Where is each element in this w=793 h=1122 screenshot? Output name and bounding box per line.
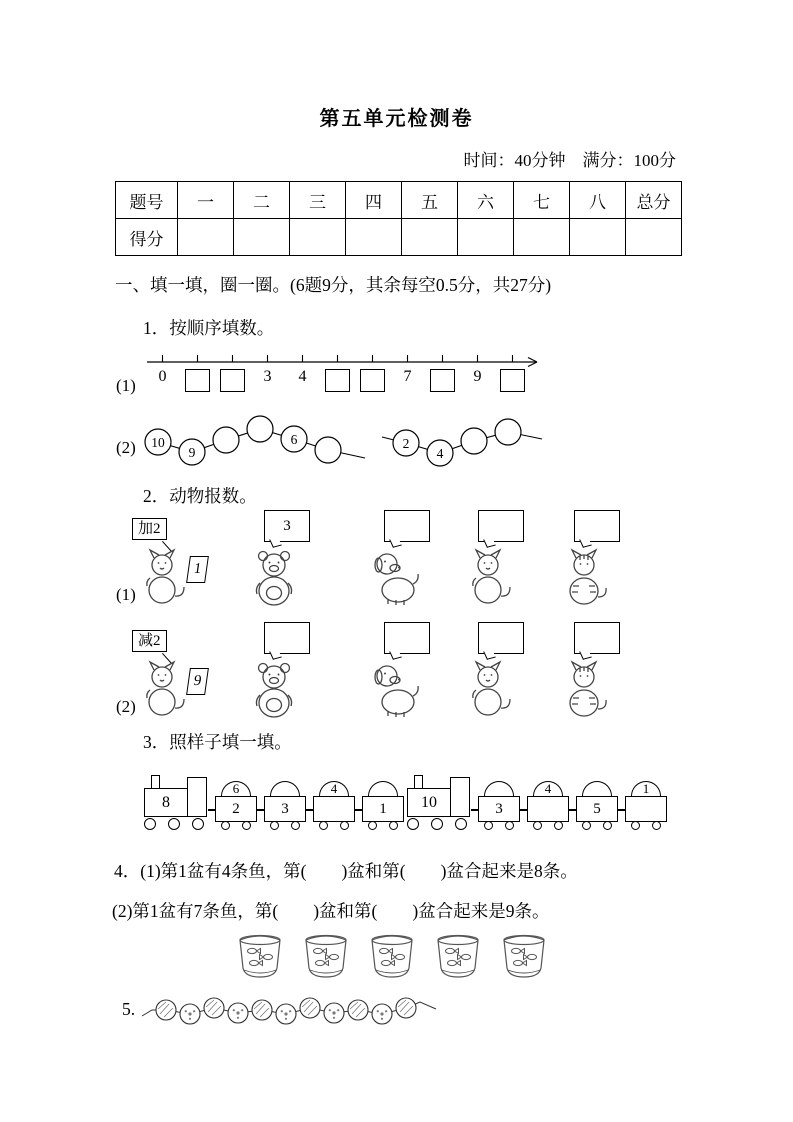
score-cell-empty (626, 219, 682, 256)
speech-bubble: 3 (264, 510, 310, 542)
score-cell-empty (570, 219, 626, 256)
speech-bubble (478, 622, 524, 654)
train-coupler (520, 809, 527, 811)
score-col: 五 (402, 182, 458, 219)
cat-image (462, 660, 514, 718)
chain-slot: 10 (151, 435, 165, 450)
train-coupler (208, 809, 215, 811)
numberline-cell (320, 366, 355, 398)
question-4-line1: 4．(1)第1盆有4条鱼，第( )盆和第( )盆合起来是8条。 (114, 861, 578, 881)
exam-meta: 时间：40分钟 满分：100分 (463, 151, 676, 170)
score-col: 七 (514, 182, 570, 219)
numberline-number: 9 (473, 368, 482, 385)
q2-part2-label: (2) (116, 697, 136, 716)
rule-badge: 减2 (132, 630, 167, 652)
question-1-stem: 1．按顺序填数。 (143, 318, 275, 338)
car-body-slot: 3 (478, 796, 520, 822)
q2-row-2 (132, 620, 712, 724)
score-cell-empty (458, 219, 514, 256)
train-car (527, 781, 569, 830)
animal-group (246, 510, 330, 614)
car-roof-slot (368, 781, 398, 796)
score-cell-empty (234, 219, 290, 256)
animal-group (556, 622, 640, 726)
car-body-slot: 5 (576, 796, 618, 822)
car-wheels (270, 821, 300, 830)
numberline-answer-box (430, 369, 455, 392)
cat-image (136, 660, 188, 718)
car-body-slot: 1 (362, 796, 404, 822)
score-table-label: 题号 (116, 182, 178, 219)
numberline-number: 0 (158, 368, 167, 385)
score-cell-empty (178, 219, 234, 256)
numberline-cell (145, 366, 180, 398)
car-body-slot (527, 796, 569, 822)
score-cell-empty (346, 219, 402, 256)
numberline-cell (250, 366, 285, 398)
numberline-answer-box (325, 369, 350, 392)
speech-bubble (478, 510, 524, 542)
cat-image (136, 548, 188, 606)
chain-slot: 9 (188, 445, 196, 460)
train-coupler (257, 809, 264, 811)
animal-group (366, 510, 450, 614)
train-car (478, 781, 520, 830)
car-roof-slot (484, 781, 514, 796)
score-col: 总分 (626, 182, 682, 219)
car-body-slot: 2 (215, 796, 257, 822)
train-1 (142, 772, 404, 830)
train-coupler (306, 809, 313, 811)
train-coupler (569, 809, 576, 811)
question-3-stem: 3．照样子填一填。 (143, 732, 292, 752)
numberline-answer-box (185, 369, 210, 392)
bear-image (248, 548, 300, 606)
fishbowl-image (298, 930, 354, 984)
train-coupler (471, 809, 478, 811)
numberline-answer-box (500, 369, 525, 392)
animal-group (246, 622, 330, 726)
score-table-score-row (116, 219, 682, 256)
car-wheels (221, 821, 251, 830)
number-chain-left (141, 414, 377, 472)
train-coupler (618, 809, 625, 811)
numberline-answer-box (360, 369, 385, 392)
car-roof-slot: 4 (533, 781, 563, 796)
numberline-cell (460, 366, 495, 398)
start-number-box: 9 (186, 668, 209, 695)
engine-number: 8 (144, 788, 188, 817)
engine-wheels (144, 818, 204, 830)
speech-bubble (384, 510, 430, 542)
section-one-heading: 一、填一填，圈一圈。(6题9分，其余每空0.5分，共27分) (115, 275, 552, 295)
score-col: 六 (458, 182, 514, 219)
fishbowl-image (232, 930, 288, 984)
numberline-cell (285, 366, 320, 398)
speech-bubble (574, 510, 620, 542)
chain-slot: 2 (402, 436, 410, 451)
question-5-label: 5. (122, 999, 136, 1019)
dog-image (368, 548, 420, 606)
page-title: 第五单元检测卷 (319, 108, 474, 130)
start-number-box: 1 (186, 556, 209, 583)
car-body-slot (625, 796, 667, 822)
speech-bubble (384, 622, 430, 654)
train-car (576, 781, 618, 830)
score-col: 二 (234, 182, 290, 219)
train-car (215, 781, 257, 830)
train-car (264, 781, 306, 830)
train-coupler (355, 809, 362, 811)
car-wheels (533, 821, 563, 830)
q2-row-1 (132, 508, 712, 612)
car-roof-slot: 6 (221, 781, 251, 796)
car-roof-slot (270, 781, 300, 796)
score-col: 三 (290, 182, 346, 219)
tiger-image (558, 660, 610, 718)
score-col: 四 (346, 182, 402, 219)
car-wheels (484, 821, 514, 830)
question-4-line2: (2)第1盆有7条鱼，第( )盆和第( )盆合起来是9条。 (112, 901, 550, 921)
animal-group (366, 622, 450, 726)
animal-group (460, 510, 544, 614)
fishbowl-image (364, 930, 420, 984)
fishbowl-image (430, 930, 486, 984)
car-wheels (631, 821, 661, 830)
chain-slot: 4 (436, 446, 444, 461)
score-table-header-row (116, 182, 682, 219)
rule-badge: 加2 (132, 518, 167, 540)
train-car (313, 781, 355, 830)
numberline-cell (180, 366, 215, 398)
engine-chimney (151, 775, 160, 788)
numberline-cell (390, 366, 425, 398)
fishbowl-image (496, 930, 552, 984)
engine-cab (450, 777, 470, 817)
speech-bubble (264, 622, 310, 654)
fishbowl-row (232, 930, 552, 984)
engine-wheels (407, 818, 467, 830)
score-col: 一 (178, 182, 234, 219)
car-roof-slot: 4 (319, 781, 349, 796)
number-chain-right (378, 417, 550, 471)
car-wheels (582, 821, 612, 830)
bead-string-image (140, 992, 440, 1028)
q1-part1-label: (1) (116, 376, 136, 395)
engine-cab (187, 777, 207, 817)
engine-number: 10 (407, 788, 451, 817)
numberline-cell (495, 366, 530, 398)
car-roof-slot: 1 (631, 781, 661, 796)
score-cell-empty (290, 219, 346, 256)
dog-image (368, 660, 420, 718)
score-col: 八 (570, 182, 626, 219)
numberline-number: 7 (403, 368, 412, 385)
train-engine (142, 772, 208, 830)
train-2 (405, 772, 667, 830)
q1-part2-label: (2) (116, 438, 136, 457)
bear-image (248, 660, 300, 718)
animal-group (556, 510, 640, 614)
score-cell-empty (402, 219, 458, 256)
cat-image (462, 548, 514, 606)
numberline-cell (215, 366, 250, 398)
car-wheels (368, 821, 398, 830)
engine-chimney (414, 775, 423, 788)
speech-bubble (574, 622, 620, 654)
car-roof-slot (582, 781, 612, 796)
score-table-label: 得分 (116, 219, 178, 256)
numberline-number: 4 (298, 368, 307, 385)
animal-group (460, 622, 544, 726)
numberline-number: 3 (263, 368, 272, 385)
train-car (625, 781, 667, 830)
score-cell-empty (514, 219, 570, 256)
train-engine (405, 772, 471, 830)
numberline-cell (355, 366, 390, 398)
car-body-slot (313, 796, 355, 822)
numberline-values (145, 366, 547, 398)
chain-slot: 6 (290, 432, 298, 447)
car-body-slot: 3 (264, 796, 306, 822)
score-table (115, 181, 682, 256)
numberline-cell (425, 366, 460, 398)
car-wheels (319, 821, 349, 830)
train-car (362, 781, 404, 830)
tiger-image (558, 548, 610, 606)
q2-part1-label: (1) (116, 585, 136, 604)
numberline-answer-box (220, 369, 245, 392)
question-2-stem: 2．动物报数。 (143, 486, 257, 506)
